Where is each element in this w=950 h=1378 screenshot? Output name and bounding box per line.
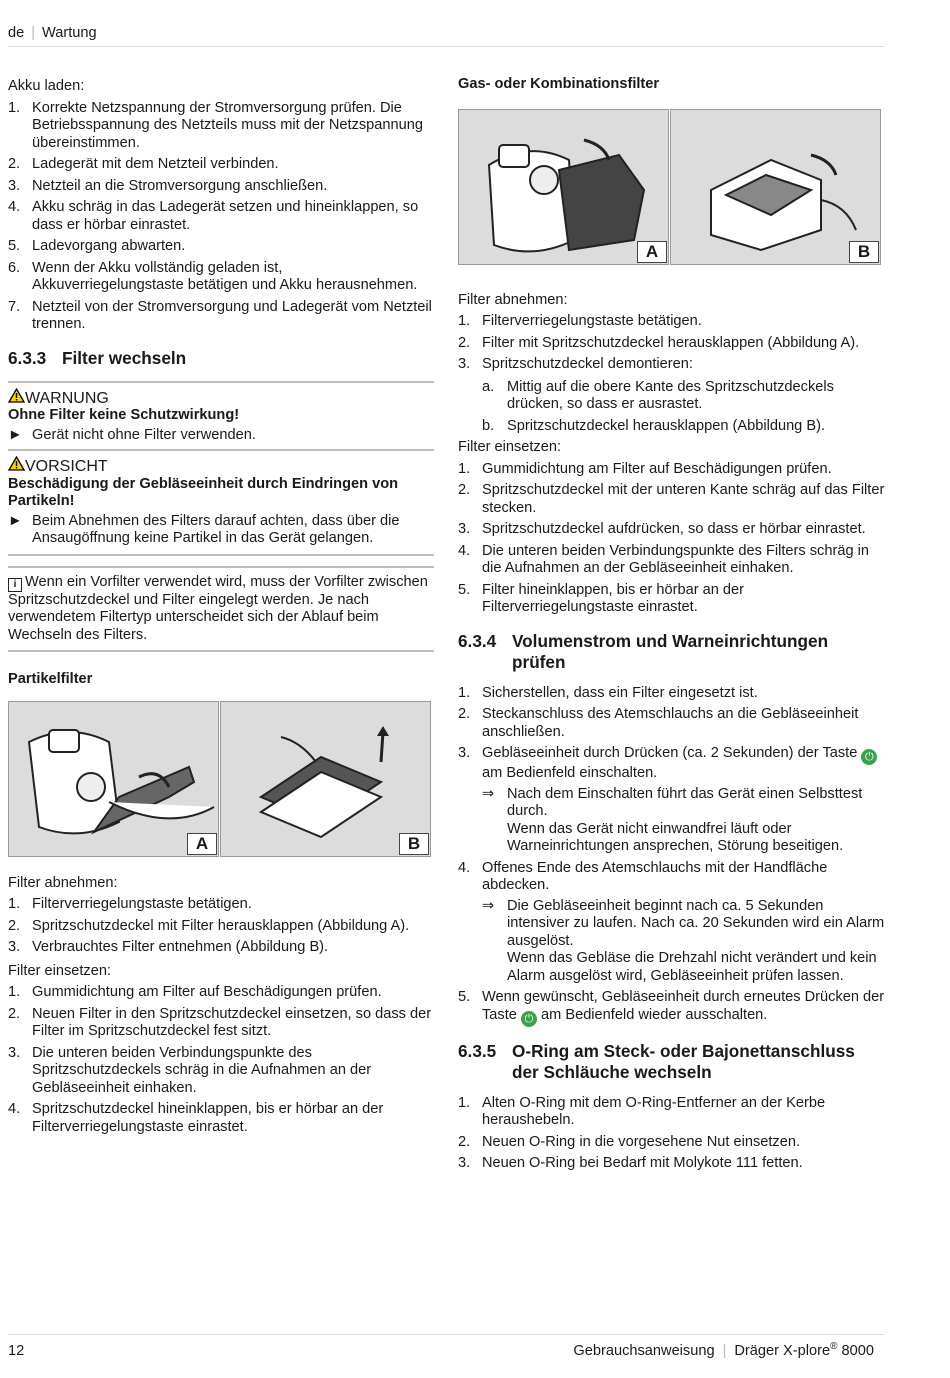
list-item: 2. Neuen O-Ring in die vorgesehene Nut einsetzen. xyxy=(458,1133,801,1150)
info-note: i Wenn ein Vorfilter verwendet wird, muss der Vorfilter zwischen Spritzschutzdeckel und Filter eingelegt werden. Je nach verwendetem Filtertyp unterscheidet sich der Ablauf beim Wechseln des Filters. xyxy=(8,566,434,653)
list-item: 7. Netzteil von der Stromversorgung und Ladegerät vom Netzteil trennen. xyxy=(8,298,432,332)
akku-intro: Akku laden: xyxy=(8,78,85,94)
header-separator: | xyxy=(31,25,36,41)
result: ⇒ Nach dem Einschalten führt das Gerät einen Selbsttest durch. Wenn das Gerät nicht einwandfrei läuft oder Warneinrichtungen ansprechen, Störung beseitigen. xyxy=(482,785,863,854)
right-column xyxy=(458,76,886,1177)
insert-steps xyxy=(458,461,886,617)
list-item: 1. Gummidichtung am Filter auf Beschädigungen prüfen. xyxy=(458,460,832,477)
figure-label: A xyxy=(637,241,667,263)
warning-headline: Ohne Filter keine Schutzwirkung! xyxy=(8,407,240,423)
remove-intro: Filter abnehmen: xyxy=(458,291,568,308)
section-title: Volumenstrom und Warneinrichtungen prüfen xyxy=(512,630,829,672)
header-lang: de xyxy=(8,25,25,41)
list-item: a. Mittig auf die obere Kante des Spritzschutzdeckels drücken, so dass er ausrastet. xyxy=(482,378,834,412)
footer-model: 8000 xyxy=(841,1343,874,1359)
power-button-icon: ⏻ xyxy=(521,1011,537,1027)
list-item: 4. Spritzschutzdeckel hineinklappen, bis er hörbar an der Filterverriegelungstaste einrastet. xyxy=(8,1101,384,1135)
list-item: 2. Steckanschluss des Atemschlauchs an die Gebläseeinheit anschließen. xyxy=(458,706,859,740)
list-item: 5. Wenn gewünscht, Gebläseeinheit durch erneutes Drücken der Taste ⏻ am Bedienfeld wieder ausschalten. xyxy=(458,989,885,1025)
figure-label: B xyxy=(849,241,879,263)
list-item: 6. Wenn der Akku vollständig geladen ist, Akkuverriegelungstaste betätigen und Akku herausnehmen. xyxy=(8,259,418,293)
warning-action: ► Gerät nicht ohne Filter verwenden. xyxy=(8,426,256,443)
registered-mark: ® xyxy=(830,1341,838,1353)
warning-title: WARNUNG xyxy=(8,388,434,408)
list-item: 4. Offenes Ende des Atemschlauchs mit der Handfläche abdecken. ⇒ Die Gebläseeinheit beginnt nach ca. 5 Sekunden intensiver zu laufen. Nach ca. 20 Sekunden wird ein Alarm ausgelöst. Wenn das Gebläse die Drehzahl nicht verändert und kein Alarm ausgelöst wird, Gebläseeinheit prüfen lassen. xyxy=(458,859,885,984)
list-item: 1. Alten O-Ring mit dem O-Ring-Entferner an der Kerbe heraushebeln. xyxy=(458,1094,826,1128)
section-heading-635 xyxy=(458,1041,886,1083)
list-item: 5. Filter hineinklappen, bis er hörbar an der Filterverriegelungstaste einrastet. xyxy=(458,581,745,615)
caution-title: VORSICHT xyxy=(8,456,434,476)
list-item: 4. Die unteren beiden Verbindungspunkte des Filters schräg in die Aufnahmen an der Gebläseeinheit einhaken. xyxy=(458,542,869,576)
info-icon: i xyxy=(8,578,22,592)
footer-doc-info xyxy=(573,1343,874,1361)
list-item: 2. Filter mit Spritzschutzdeckel herausklappen (Abbildung A). xyxy=(458,334,860,351)
figure-a xyxy=(458,109,669,265)
remove-intro: Filter abnehmen: xyxy=(8,874,118,891)
warning-box xyxy=(8,381,434,445)
list-item: 1. Korrekte Netzspannung der Stromversorgung prüfen. Die Betriebsspannung des Netzteils muss mit der Netzspannung übereinstimmen. xyxy=(8,99,423,151)
list-item: 1. Filterverriegelungstaste betätigen. xyxy=(8,896,252,912)
caution-action: ► Beim Abnehmen des Filters darauf achten, dass über die Ansaugöffnung keine Partikel in das Gerät gelangen. xyxy=(8,512,400,546)
section-title: Filter wechseln xyxy=(62,347,187,368)
list-item: 2. Neuen Filter in den Spritzschutzdeckel einsetzen, so dass der Filter im Spritzschutzdeckel fest sitzt. xyxy=(8,1005,432,1039)
section-number: 6.3.5 xyxy=(458,1040,497,1061)
list-item: 2. Spritzschutzdeckel mit der unteren Kante schräg auf das Filter stecken. xyxy=(458,482,885,516)
insert-steps xyxy=(8,984,434,1136)
caution-box xyxy=(8,449,434,556)
list-item: 3. Die unteren beiden Verbindungspunkte des Spritzschutzdeckels schräg in die Aufnahmen an der Gebläseeinheit einhaken. xyxy=(8,1044,372,1096)
insert-intro: Filter einsetzen: xyxy=(8,962,112,979)
list-item: 1. Sicherstellen, dass ein Filter eingesetzt ist. xyxy=(458,684,758,701)
page-number: 12 xyxy=(8,1343,25,1359)
remove-steps xyxy=(8,896,434,957)
gas-figures xyxy=(458,109,886,265)
list-item: 4. Akku schräg in das Ladegerät setzen und hineinklappen, so dass er hörbar einrastet. xyxy=(8,199,419,233)
footer-rule xyxy=(8,1334,884,1335)
section-heading-633 xyxy=(8,348,434,369)
list-item: 1. Filterverriegelungstaste betätigen. xyxy=(458,313,702,329)
gas-heading: Gas- oder Kombinationsfilter xyxy=(458,76,660,92)
partikel-heading: Partikelfilter xyxy=(8,671,93,687)
list-item: 2. Ladegerät mit dem Netzteil verbinden. xyxy=(8,156,279,172)
list-item: b. Spritzschutzdeckel herausklappen (Abbildung B). xyxy=(482,417,825,434)
warning-triangle-icon xyxy=(8,388,25,403)
header-rule xyxy=(8,46,884,47)
figure-b xyxy=(220,701,431,857)
footer-doc: Gebrauchsanweisung xyxy=(573,1343,715,1359)
s634-steps xyxy=(458,685,886,1027)
insert-intro: Filter einsetzen: xyxy=(458,439,562,455)
footer-separator: | xyxy=(722,1343,727,1359)
list-item: 3. Verbrauchtes Filter entnehmen (Abbildung B). xyxy=(8,939,329,955)
remove-substeps xyxy=(482,379,886,436)
section-number: 6.3.3 xyxy=(8,347,47,368)
list-item: 3. Spritzschutzdeckel demontieren: a. Mittig auf die obere Kante des Spritzschutzdeckels drücken, so dass er ausrastet. b. Spritzschutzdeckel herausklappen (Abbildung B). xyxy=(458,356,886,435)
section-heading-634 xyxy=(458,631,886,673)
section-title: O-Ring am Steck- oder Bajonettanschluss der Schläuche wechseln xyxy=(512,1040,855,1082)
figure-label: A xyxy=(187,833,217,855)
list-item: 3. Neuen O-Ring bei Bedarf mit Molykote 111 fetten. xyxy=(458,1155,803,1171)
caution-headline: Beschädigung der Gebläseeinheit durch Eindringen von Partikeln! xyxy=(8,475,399,509)
figure-a xyxy=(8,701,219,857)
list-item: 1. Gummidichtung am Filter auf Beschädigungen prüfen. xyxy=(8,984,382,1000)
list-item: 3. Netzteil an die Stromversorgung anschließen. xyxy=(8,177,328,194)
power-button-icon: ⏻ xyxy=(861,749,877,765)
list-item: 3. Spritzschutzdeckel aufdrücken, so dass er hörbar einrastet. xyxy=(458,521,866,537)
page-header xyxy=(8,25,97,43)
remove-steps xyxy=(458,313,886,435)
result: ⇒ Die Gebläseeinheit beginnt nach ca. 5 Sekunden intensiver zu laufen. Nach ca. 20 Sekunden wird ein Alarm ausgelöst. Wenn das Gebläse die Drehzahl nicht verändert und kein Alarm ausgelöst wird, Gebläseeinheit prüfen lassen. xyxy=(482,897,885,984)
header-section: Wartung xyxy=(42,25,97,41)
list-item: 3. Gebläseeinheit durch Drücken (ca. 2 Sekunden) der Taste ⏻ am Bedienfeld einschalten. ⇒ Nach dem Einschalten führt das Gerät einen Selbsttest durch. Wenn das Gerät nicht einwandfrei läuft oder Warneinrichtungen ansprechen, Störung beseitigen. xyxy=(458,745,886,856)
s635-steps xyxy=(458,1095,886,1173)
list-item: 2. Spritzschutzdeckel mit Filter herausklappen (Abbildung A). xyxy=(8,917,410,934)
warning-triangle-icon xyxy=(8,456,25,471)
footer-product: Dräger X-plore xyxy=(734,1343,831,1359)
left-column xyxy=(8,76,434,1140)
akku-steps xyxy=(8,100,434,334)
figure-b xyxy=(670,109,881,265)
section-number: 6.3.4 xyxy=(458,630,497,651)
partikel-figures xyxy=(8,701,434,857)
figure-label: B xyxy=(399,833,429,855)
list-item: 5. Ladevorgang abwarten. xyxy=(8,238,186,254)
